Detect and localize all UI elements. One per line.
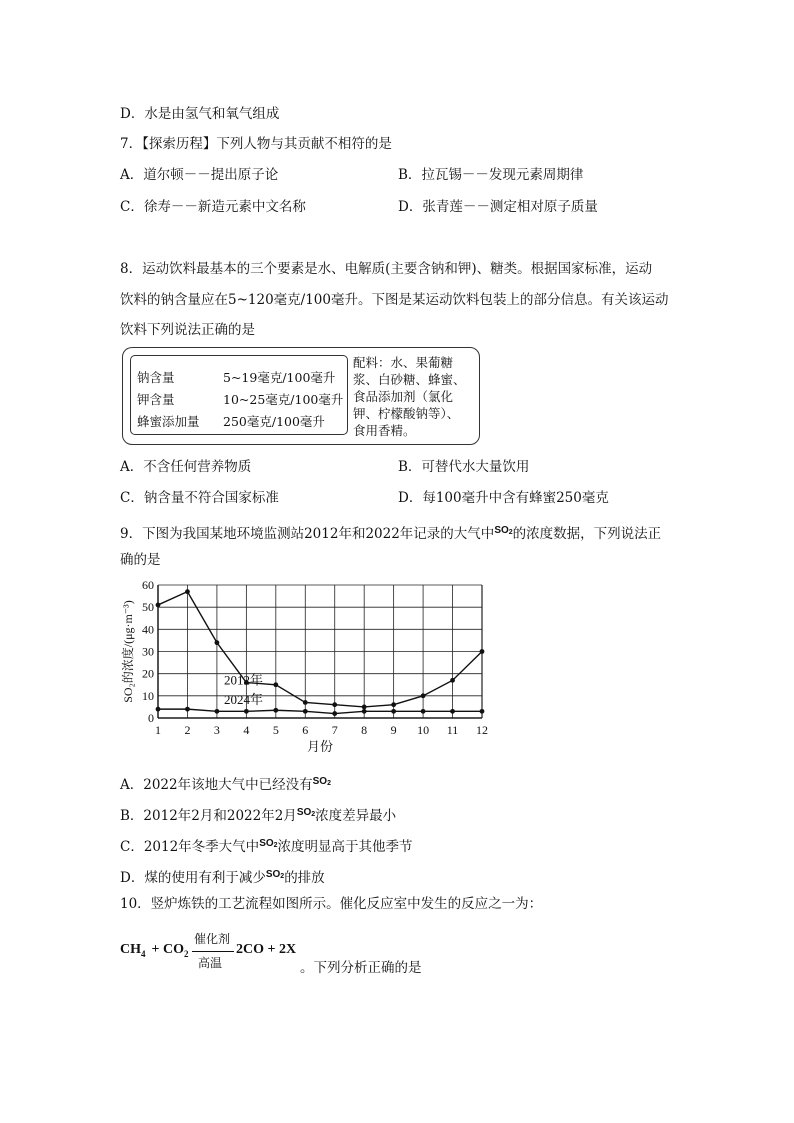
ingredients-line-4: 钾、柠檬酸钠等）、 [353,406,460,421]
data-point [273,708,278,713]
nutrition-name-sodium: 钠含量 [137,370,175,385]
q6-option-d: D．水是由氢气和氧气组成 [120,106,280,122]
data-point [450,709,455,714]
nutrition-value-honey: 250毫克/100毫升 [223,414,325,429]
data-point [215,709,220,714]
q8-option-c: C．钠含量不符合国家标准 [120,490,279,506]
y-axis-label: SO₂的浓度/(μg·m⁻³) [121,600,135,703]
q9-stem-pre: 9．下图为我国某地环境监测站2012年和2022年记录的大气中 [120,526,495,542]
x-tick-label: 4 [243,723,250,737]
nutrition-name-potassium: 钾含量 [137,392,175,407]
so2-formula: SO2 [265,869,285,880]
chemical-equation [120,930,320,974]
data-point [332,711,337,716]
data-point [362,705,367,710]
ingredients-line-5: 食用香精。 [353,423,416,438]
q7-option-a: A．道尔顿－－提出原子论 [120,167,279,183]
so2-formula: SO2 [296,807,316,818]
q8-stem-line-2: 饮料的钠含量应在5~120毫克/100毫升。下图是某运动饮料包装上的部分信息。有关该运动 [120,292,669,308]
q7-option-d: D．张青莲－－测定相对原子质量 [398,199,598,215]
data-point [480,709,485,714]
eq-arrow-line [192,951,234,952]
data-point [480,649,485,654]
q9-option-a: A．2022年该地大气中已经没有$^{SO_2}$ [120,776,331,793]
data-point [303,709,308,714]
so2-line-chart [114,574,494,759]
x-tick-label: 9 [390,723,397,737]
data-point [215,640,220,645]
so2-formula: SO2 [259,838,278,849]
chart-labels [120,578,488,754]
eq-condition: 高温 [198,956,223,970]
y-tick-label: 30 [142,644,154,659]
x-axis-label: 月份 [306,739,334,754]
y-tick-label: 10 [142,688,154,703]
data-point [421,693,426,698]
data-point [244,709,249,714]
q9-stem-post: 的浓度数据，下列说法正 [512,526,662,542]
q9-option-b: B．2012年2月和2022年2月$^{SO_2}$浓度差异最小 [120,807,397,824]
ingredients-line-1: 配料：水、果葡糖 [353,355,454,370]
x-tick-label: 1 [155,723,161,737]
x-tick-label: 11 [446,723,459,737]
drink-label-box [122,347,480,445]
nutrition-value-sodium: 5~19毫克/100毫升 [223,370,336,385]
data-point [273,682,278,687]
y-tick-label: 20 [142,666,154,681]
q8-stem-line-3: 饮料下列说法正确的是 [120,322,255,338]
data-point [185,589,190,594]
eq-reactant-ch4: $CH_4$ [120,942,146,959]
nutrition-name-honey: 蜂蜜添加量 [137,414,200,429]
x-tick-label: 3 [213,723,220,737]
q9-stem-line-1 [120,521,661,544]
y-tick-label: 60 [142,578,154,592]
q7-stem: 7．【探索历程】下列人物与其贡献不相符的是 [120,136,392,152]
eq-catalyst: 催化剂 [194,932,231,946]
ingredients-line-3: 食品添加剂（氯化 [353,389,454,404]
data-point [156,603,161,608]
x-tick-label: 6 [302,723,309,737]
q8-option-b: B．可替代水大量饮用 [398,459,530,475]
x-tick-label: 12 [476,723,488,737]
x-tick-label: 5 [272,723,279,737]
q8-stem-line-1: 8．运动饮料最基本的三个要素是水、电解质(主要含钠和钾)、糖类。根据国家标准，运动 [120,261,653,277]
q7-option-c: C．徐寿－－新造元素中文名称 [120,199,306,215]
q8-option-a: A．不含任何营养物质 [120,459,252,475]
series-label-2024: 2024年 [224,692,264,708]
series-line-1 [158,592,482,707]
data-point [362,709,367,714]
y-tick-label: 0 [148,711,154,725]
eq-products: 2CO + 2X [236,942,297,957]
so2-formula: SO2 [494,525,513,536]
q9-option-d: D．煤的使用有利于减少$^{SO_2}$的排放 [120,869,325,886]
data-point [156,707,161,712]
q9-option-c: C．2012年冬季大气中$^{SO_2}$浓度明显高于其他季节 [120,838,413,855]
x-tick-label: 10 [417,723,430,737]
ingredients-line-2: 浆、白砂糖、蜂蜜、 [353,372,466,387]
x-tick-label: 7 [331,723,338,737]
q8-option-d: D．每100毫升中含有蜂蜜250毫克 [398,490,609,506]
data-point [391,709,396,714]
series-label-2012: 2012年 [224,672,264,688]
nutrition-value-potassium: 10~25毫克/100毫升 [223,392,344,407]
y-tick-label: 50 [142,600,154,615]
chart-series [156,589,485,716]
eq-reactant-co2: + $CO_2$ [148,942,189,959]
data-point [185,707,190,712]
chart-grid [158,585,482,718]
x-tick-label: 2 [184,723,191,737]
data-point [391,702,396,707]
series-line-2 [158,709,482,713]
data-point [332,702,337,707]
q9-stem-line-2: 确的是 [120,552,161,568]
y-tick-label: 40 [142,622,154,637]
q10-stem: 10．竖炉炼铁的工艺流程如图所示。催化反应室中发生的反应之一为： [120,896,543,912]
x-tick-label: 8 [361,723,368,737]
data-point [421,709,426,714]
data-point [303,700,308,705]
q7-option-b: B．拉瓦锡－－发现元素周期律 [398,167,584,183]
so2-formula: SO2 [312,776,331,787]
q10-stem-tail: 。下列分析正确的是 [300,960,422,976]
data-point [450,678,455,683]
